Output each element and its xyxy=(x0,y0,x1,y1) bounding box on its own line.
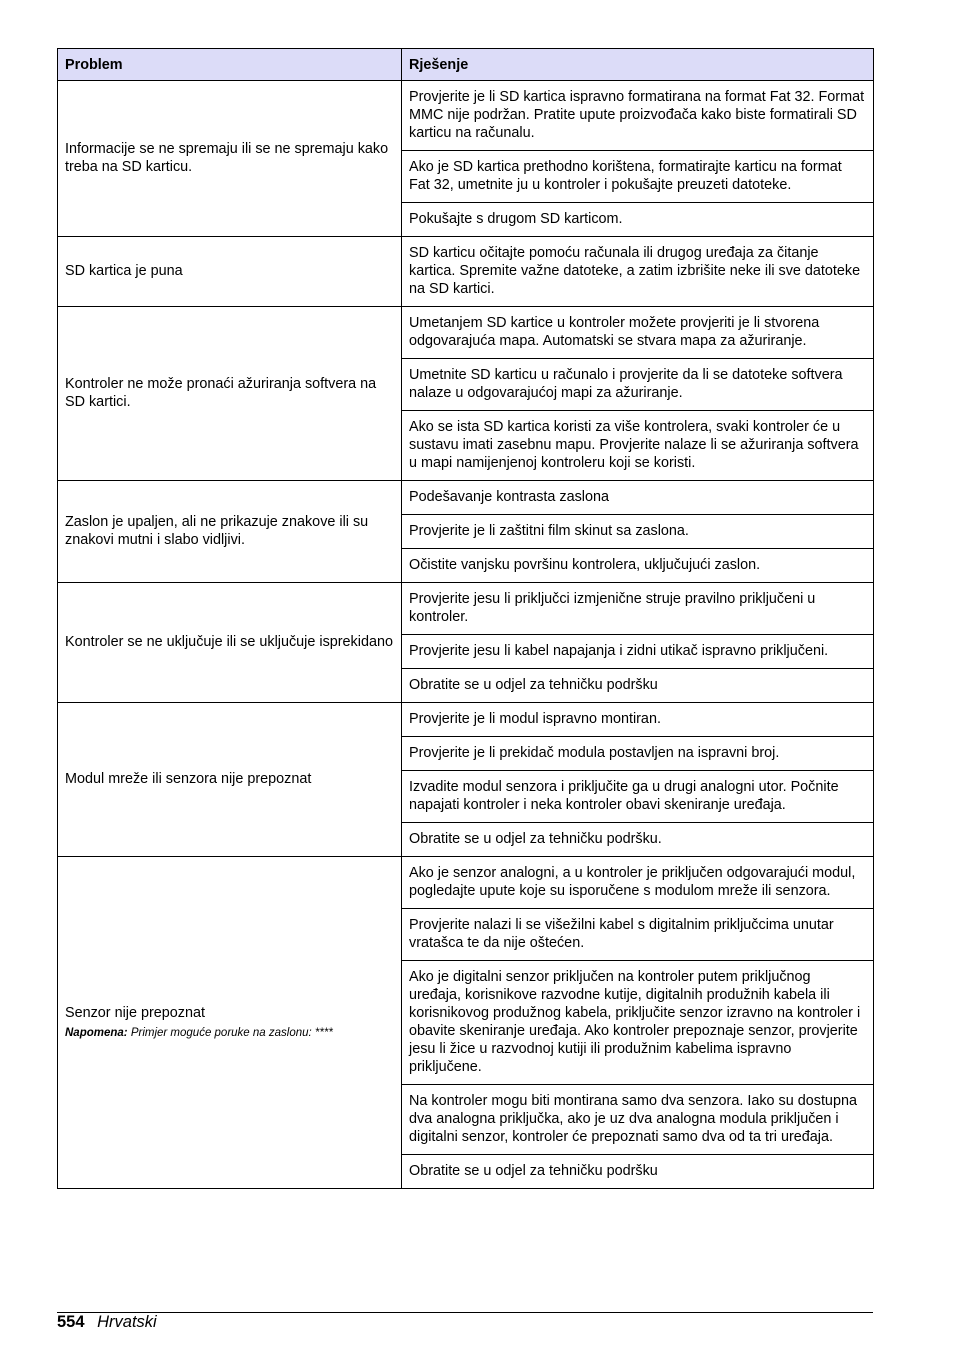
solution-cell: Ako se ista SD kartica koristi za više kontrolera, svaki kontroler će u sustavu imati zasebnu mapu. Provjerite nalaze li se ažuriranja softvera u mapi namijenjenoj kontroleru koji se koristi. xyxy=(402,411,874,481)
solution-cell: Umetnite SD karticu u računalo i provjerite da li se datoteke softvera nalaze u odgovarajućoj mapi za ažuriranje. xyxy=(402,359,874,411)
note-text: Primjer moguće poruke na zaslonu: **** xyxy=(127,1027,333,1039)
problem-cell: Kontroler se ne uključuje ili se uključuje isprekidano xyxy=(58,583,402,703)
solution-cell: SD karticu očitajte pomoću računala ili drugog uređaja za čitanje kartica. Spremite važne datoteke, a zatim izbrišite neke ili sve datoteke na SD kartici. xyxy=(402,237,874,307)
solution-cell: Provjerite je li zaštitni film skinut sa zaslona. xyxy=(402,515,874,549)
table-row xyxy=(58,237,874,307)
problem-text: Senzor nije prepoznat xyxy=(65,1005,205,1021)
solution-cell: Očistite vanjsku površinu kontrolera, uključujući zaslon. xyxy=(402,549,874,583)
solution-cell: Provjerite jesu li priključci izmjenične struje pravilno priključeni u kontroler. xyxy=(402,583,874,635)
problem-cell: Informacije se ne spremaju ili se ne spremaju kako treba na SD karticu. xyxy=(58,81,402,237)
table-row xyxy=(58,81,874,151)
table-row xyxy=(58,703,874,737)
table-row xyxy=(58,307,874,359)
page-number: 554 xyxy=(57,1313,85,1331)
footer-rule xyxy=(57,1312,873,1313)
note xyxy=(65,1026,393,1040)
solution-cell: Ako je digitalni senzor priključen na kontroler putem priključnog uređaja, korisnikove razvodne kutije, digitalnih produžnih kabela ili korisnikovog produžnog kabela, priključite senzor izravno na kontroler i obavite skeniranje uređaja. Ako kontroler prepoznaje senzor, provjerite jesu li žice u razvodnoj kutiji ili produžnim kabelima ispravno priključene. xyxy=(402,961,874,1085)
table-row xyxy=(58,583,874,635)
solution-cell: Provjerite nalazi li se višežilni kabel s digitalnim priključcima unutar vratašca te da nije oštećen. xyxy=(402,909,874,961)
footer-language: Hrvatski xyxy=(97,1313,157,1331)
solution-cell: Obratite se u odjel za tehničku podršku. xyxy=(402,823,874,857)
solution-cell: Na kontroler mogu biti montirana samo dva senzora. Iako su dostupna dva analogna priključka, ako je uz dva analogna modula priključen i digitalni senzor, kontroler će prepoznati samo dva od ta tri uređaja. xyxy=(402,1085,874,1155)
problem-cell xyxy=(58,857,402,1189)
solution-cell: Ako je SD kartica prethodno korištena, formatirajte karticu na format Fat 32, umetnite ju u kontroler i pokušajte preuzeti datoteke. xyxy=(402,151,874,203)
solution-cell: Podešavanje kontrasta zaslona xyxy=(402,481,874,515)
problem-cell: Modul mreže ili senzora nije prepoznat xyxy=(58,703,402,857)
problem-cell: Kontroler ne može pronaći ažuriranja softvera na SD kartici. xyxy=(58,307,402,481)
problem-cell: SD kartica je puna xyxy=(58,237,402,307)
solution-cell: Obratite se u odjel za tehničku podršku xyxy=(402,669,874,703)
header-problem: Problem xyxy=(58,49,402,81)
solution-cell: Umetanjem SD kartice u kontroler možete provjeriti je li stvorena odgovarajuća mapa. Automatski se stvara mapa za ažuriranje. xyxy=(402,307,874,359)
problem-cell: Zaslon je upaljen, ali ne prikazuje znakove ili su znakovi mutni i slabo vidljivi. xyxy=(58,481,402,583)
solution-cell: Obratite se u odjel za tehničku podršku xyxy=(402,1155,874,1189)
note-label: Napomena: xyxy=(65,1027,128,1039)
page-footer xyxy=(57,1312,157,1332)
solution-cell: Provjerite je li SD kartica ispravno formatirana na format Fat 32. Format MMC nije podržan. Pratite upute proizvođača kako biste formatirali SD karticu na računalu. xyxy=(402,81,874,151)
table-header-row xyxy=(58,49,874,81)
header-solution: Rješenje xyxy=(402,49,874,81)
solution-cell: Provjerite je li prekidač modula postavljen na ispravni broj. xyxy=(402,737,874,771)
troubleshooting-table xyxy=(57,48,874,1189)
solution-cell: Izvadite modul senzora i priključite ga u drugi analogni utor. Počnite napajati kontroler i neka kontroler obavi skeniranje uređaja. xyxy=(402,771,874,823)
solution-cell: Provjerite je li modul ispravno montiran. xyxy=(402,703,874,737)
table-row xyxy=(58,857,874,909)
table-row xyxy=(58,481,874,515)
solution-cell: Pokušajte s drugom SD karticom. xyxy=(402,203,874,237)
solution-cell: Provjerite jesu li kabel napajanja i zidni utikač ispravno priključeni. xyxy=(402,635,874,669)
solution-cell: Ako je senzor analogni, a u kontroler je priključen odgovarajući modul, pogledajte upute koje su isporučene s modulom mreže ili senzora. xyxy=(402,857,874,909)
